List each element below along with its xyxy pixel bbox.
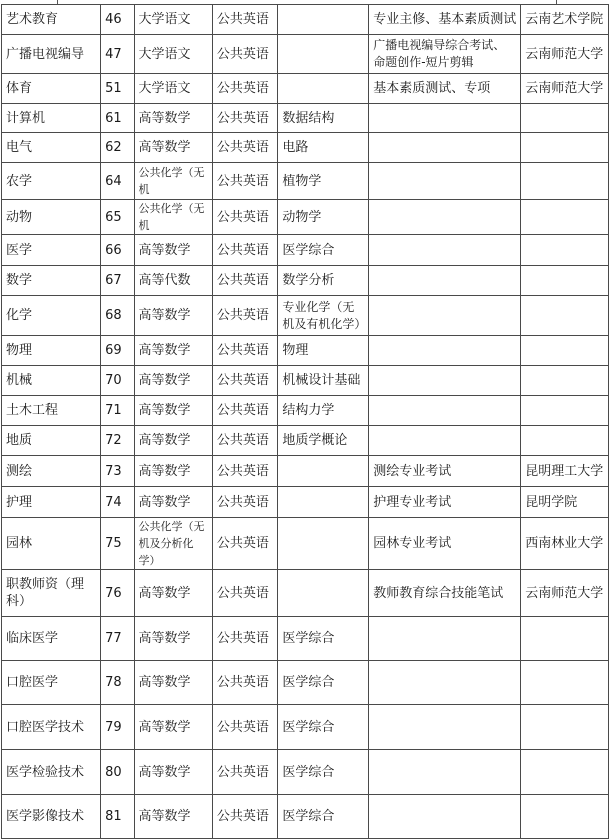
table-row bbox=[2, 336, 609, 366]
subject1-cell: 高等数学 bbox=[134, 617, 212, 661]
code-cell: 72 bbox=[101, 426, 134, 456]
table-row bbox=[2, 5, 609, 35]
code-cell: 74 bbox=[101, 487, 134, 518]
major-cell: 计算机 bbox=[2, 104, 101, 133]
subject2-cell: 公共英语 bbox=[212, 296, 278, 336]
subject3-cell bbox=[278, 456, 369, 487]
subject3-cell bbox=[278, 5, 369, 35]
code-cell: 46 bbox=[101, 5, 134, 35]
school-cell: 云南师范大学 bbox=[521, 570, 609, 617]
subject3-cell: 物理 bbox=[278, 336, 369, 366]
professional-exam-cell: 专业主修、基本素质测试 bbox=[369, 5, 521, 35]
subject3-cell: 电路 bbox=[278, 133, 369, 163]
major-cell: 数学 bbox=[2, 266, 101, 296]
major-cell: 地质 bbox=[2, 426, 101, 456]
professional-exam-cell bbox=[369, 163, 521, 200]
subject3-cell: 机械设计基础 bbox=[278, 366, 369, 396]
table-row bbox=[2, 366, 609, 396]
subject2-cell: 公共英语 bbox=[212, 487, 278, 518]
code-cell: 68 bbox=[101, 296, 134, 336]
subject2-cell: 公共英语 bbox=[212, 750, 278, 795]
subject1-cell: 高等数学 bbox=[134, 661, 212, 705]
subject1-cell: 高等数学 bbox=[134, 366, 212, 396]
major-cell: 体育 bbox=[2, 74, 101, 104]
subject1-cell: 高等数学 bbox=[134, 456, 212, 487]
professional-exam-cell bbox=[369, 366, 521, 396]
table-row bbox=[2, 795, 609, 839]
major-cell: 测绘 bbox=[2, 456, 101, 487]
subject1-cell: 公共化学（无机 bbox=[134, 200, 212, 235]
subject1-cell: 公共化学（无机 bbox=[134, 163, 212, 200]
table-row bbox=[2, 487, 609, 518]
table-row bbox=[2, 518, 609, 570]
code-cell: 66 bbox=[101, 235, 134, 266]
subject2-cell: 公共英语 bbox=[212, 266, 278, 296]
subject3-cell: 医学综合 bbox=[278, 661, 369, 705]
table-row bbox=[2, 266, 609, 296]
school-cell bbox=[521, 366, 609, 396]
major-cell: 医学检验技术 bbox=[2, 750, 101, 795]
major-cell: 动物 bbox=[2, 200, 101, 235]
code-cell: 61 bbox=[101, 104, 134, 133]
major-cell: 电气 bbox=[2, 133, 101, 163]
table-row bbox=[2, 200, 609, 235]
major-cell: 土木工程 bbox=[2, 396, 101, 426]
professional-exam-cell: 护理专业考试 bbox=[369, 487, 521, 518]
subject2-cell: 公共英语 bbox=[212, 795, 278, 839]
professional-exam-cell: 教师教育综合技能笔试 bbox=[369, 570, 521, 617]
school-cell bbox=[521, 235, 609, 266]
code-cell: 78 bbox=[101, 661, 134, 705]
subject3-cell bbox=[278, 518, 369, 570]
subject2-cell: 公共英语 bbox=[212, 705, 278, 750]
table-row bbox=[2, 617, 609, 661]
professional-exam-cell: 基本素质测试、专项 bbox=[369, 74, 521, 104]
professional-exam-cell: 园林专业考试 bbox=[369, 518, 521, 570]
subject2-cell: 公共英语 bbox=[212, 200, 278, 235]
code-cell: 79 bbox=[101, 705, 134, 750]
subject3-cell: 医学综合 bbox=[278, 705, 369, 750]
school-cell bbox=[521, 104, 609, 133]
subject1-cell: 高等数学 bbox=[134, 396, 212, 426]
school-cell: 云南艺术学院 bbox=[521, 5, 609, 35]
major-cell: 园林 bbox=[2, 518, 101, 570]
professional-exam-cell bbox=[369, 617, 521, 661]
professional-exam-cell bbox=[369, 104, 521, 133]
professional-exam-cell bbox=[369, 336, 521, 366]
major-cell: 化学 bbox=[2, 296, 101, 336]
school-cell bbox=[521, 336, 609, 366]
subject3-cell: 医学综合 bbox=[278, 795, 369, 839]
subject3-cell bbox=[278, 35, 369, 74]
subject1-cell: 高等数学 bbox=[134, 426, 212, 456]
school-cell bbox=[521, 133, 609, 163]
professional-exam-cell bbox=[369, 750, 521, 795]
school-cell bbox=[521, 163, 609, 200]
professional-exam-cell bbox=[369, 235, 521, 266]
subject1-cell: 高等数学 bbox=[134, 795, 212, 839]
major-cell: 临床医学 bbox=[2, 617, 101, 661]
subject3-cell: 数学分析 bbox=[278, 266, 369, 296]
table-row bbox=[2, 396, 609, 426]
subject3-cell: 数据结构 bbox=[278, 104, 369, 133]
school-cell bbox=[521, 617, 609, 661]
table-row bbox=[2, 705, 609, 750]
subject2-cell: 公共英语 bbox=[212, 163, 278, 200]
subject2-cell: 公共英语 bbox=[212, 661, 278, 705]
subject1-cell: 高等数学 bbox=[134, 570, 212, 617]
subject2-cell: 公共英语 bbox=[212, 133, 278, 163]
subject2-cell: 公共英语 bbox=[212, 336, 278, 366]
code-cell: 81 bbox=[101, 795, 134, 839]
major-cell: 农学 bbox=[2, 163, 101, 200]
professional-exam-cell bbox=[369, 661, 521, 705]
major-cell: 医学影像技术 bbox=[2, 795, 101, 839]
professional-exam-cell bbox=[369, 266, 521, 296]
subject3-cell: 结构力学 bbox=[278, 396, 369, 426]
table-row bbox=[2, 296, 609, 336]
subject1-cell: 高等数学 bbox=[134, 336, 212, 366]
major-cell: 口腔医学 bbox=[2, 661, 101, 705]
subject2-cell: 公共英语 bbox=[212, 518, 278, 570]
table-row bbox=[2, 661, 609, 705]
table-row bbox=[2, 235, 609, 266]
major-cell: 护理 bbox=[2, 487, 101, 518]
professional-exam-cell: 广播电视编导综合考试、命题创作-短片剪辑 bbox=[369, 35, 521, 74]
subject3-cell: 专业化学（无机及有机化学） bbox=[278, 296, 369, 336]
subject1-cell: 大学语文 bbox=[134, 74, 212, 104]
subject2-cell: 公共英语 bbox=[212, 396, 278, 426]
code-cell: 62 bbox=[101, 133, 134, 163]
major-cell: 广播电视编导 bbox=[2, 35, 101, 74]
table-row bbox=[2, 570, 609, 617]
subject3-cell bbox=[278, 74, 369, 104]
subject2-cell: 公共英语 bbox=[212, 570, 278, 617]
code-cell: 47 bbox=[101, 35, 134, 74]
subject3-cell: 地质学概论 bbox=[278, 426, 369, 456]
table-row bbox=[2, 750, 609, 795]
code-cell: 64 bbox=[101, 163, 134, 200]
subject2-cell: 公共英语 bbox=[212, 366, 278, 396]
code-cell: 73 bbox=[101, 456, 134, 487]
table-row bbox=[2, 104, 609, 133]
subject2-cell: 公共英语 bbox=[212, 74, 278, 104]
professional-exam-cell bbox=[369, 795, 521, 839]
subject3-cell: 医学综合 bbox=[278, 750, 369, 795]
major-cell: 机械 bbox=[2, 366, 101, 396]
code-cell: 80 bbox=[101, 750, 134, 795]
school-cell bbox=[521, 661, 609, 705]
table-row bbox=[2, 426, 609, 456]
subject1-cell: 高等数学 bbox=[134, 235, 212, 266]
table-row bbox=[2, 456, 609, 487]
school-cell bbox=[521, 266, 609, 296]
subject3-cell bbox=[278, 487, 369, 518]
school-cell: 西南林业大学 bbox=[521, 518, 609, 570]
professional-exam-cell bbox=[369, 200, 521, 235]
subject1-cell: 公共化学（无机及分析化学） bbox=[134, 518, 212, 570]
subject1-cell: 大学语文 bbox=[134, 5, 212, 35]
subject3-cell: 动物学 bbox=[278, 200, 369, 235]
professional-exam-cell bbox=[369, 396, 521, 426]
subject1-cell: 高等数学 bbox=[134, 104, 212, 133]
school-cell: 云南师范大学 bbox=[521, 74, 609, 104]
code-cell: 76 bbox=[101, 570, 134, 617]
code-cell: 65 bbox=[101, 200, 134, 235]
table-row bbox=[2, 163, 609, 200]
professional-exam-cell bbox=[369, 133, 521, 163]
table-row bbox=[2, 35, 609, 74]
table-row bbox=[2, 133, 609, 163]
subject2-cell: 公共英语 bbox=[212, 35, 278, 74]
code-cell: 51 bbox=[101, 74, 134, 104]
code-cell: 77 bbox=[101, 617, 134, 661]
school-cell: 昆明学院 bbox=[521, 487, 609, 518]
school-cell bbox=[521, 200, 609, 235]
subject1-cell: 高等数学 bbox=[134, 296, 212, 336]
major-cell: 艺术教育 bbox=[2, 5, 101, 35]
subject1-cell: 高等数学 bbox=[134, 750, 212, 795]
subject2-cell: 公共英语 bbox=[212, 235, 278, 266]
subject2-cell: 公共英语 bbox=[212, 104, 278, 133]
school-cell bbox=[521, 750, 609, 795]
subject1-cell: 高等数学 bbox=[134, 133, 212, 163]
subject2-cell: 公共英语 bbox=[212, 426, 278, 456]
table-row bbox=[2, 74, 609, 104]
major-cell: 职教师资（理科） bbox=[2, 570, 101, 617]
subject3-cell: 植物学 bbox=[278, 163, 369, 200]
code-cell: 67 bbox=[101, 266, 134, 296]
major-cell: 医学 bbox=[2, 235, 101, 266]
school-cell bbox=[521, 705, 609, 750]
major-cell: 物理 bbox=[2, 336, 101, 366]
subject1-cell: 高等数学 bbox=[134, 487, 212, 518]
subject3-cell: 医学综合 bbox=[278, 235, 369, 266]
professional-exam-cell bbox=[369, 426, 521, 456]
subject2-cell: 公共英语 bbox=[212, 5, 278, 35]
subject2-cell: 公共英语 bbox=[212, 456, 278, 487]
code-cell: 71 bbox=[101, 396, 134, 426]
professional-exam-cell: 测绘专业考试 bbox=[369, 456, 521, 487]
subject1-cell: 高等数学 bbox=[134, 705, 212, 750]
professional-exam-cell bbox=[369, 296, 521, 336]
school-cell: 云南师范大学 bbox=[521, 35, 609, 74]
code-cell: 69 bbox=[101, 336, 134, 366]
code-cell: 70 bbox=[101, 366, 134, 396]
exam-subjects-table bbox=[1, 4, 609, 839]
school-cell bbox=[521, 296, 609, 336]
subject1-cell: 高等代数 bbox=[134, 266, 212, 296]
subject3-cell bbox=[278, 570, 369, 617]
school-cell bbox=[521, 426, 609, 456]
subject1-cell: 大学语文 bbox=[134, 35, 212, 74]
professional-exam-cell bbox=[369, 705, 521, 750]
subject3-cell: 医学综合 bbox=[278, 617, 369, 661]
major-cell: 口腔医学技术 bbox=[2, 705, 101, 750]
school-cell: 昆明理工大学 bbox=[521, 456, 609, 487]
school-cell bbox=[521, 795, 609, 839]
subject2-cell: 公共英语 bbox=[212, 617, 278, 661]
school-cell bbox=[521, 396, 609, 426]
code-cell: 75 bbox=[101, 518, 134, 570]
